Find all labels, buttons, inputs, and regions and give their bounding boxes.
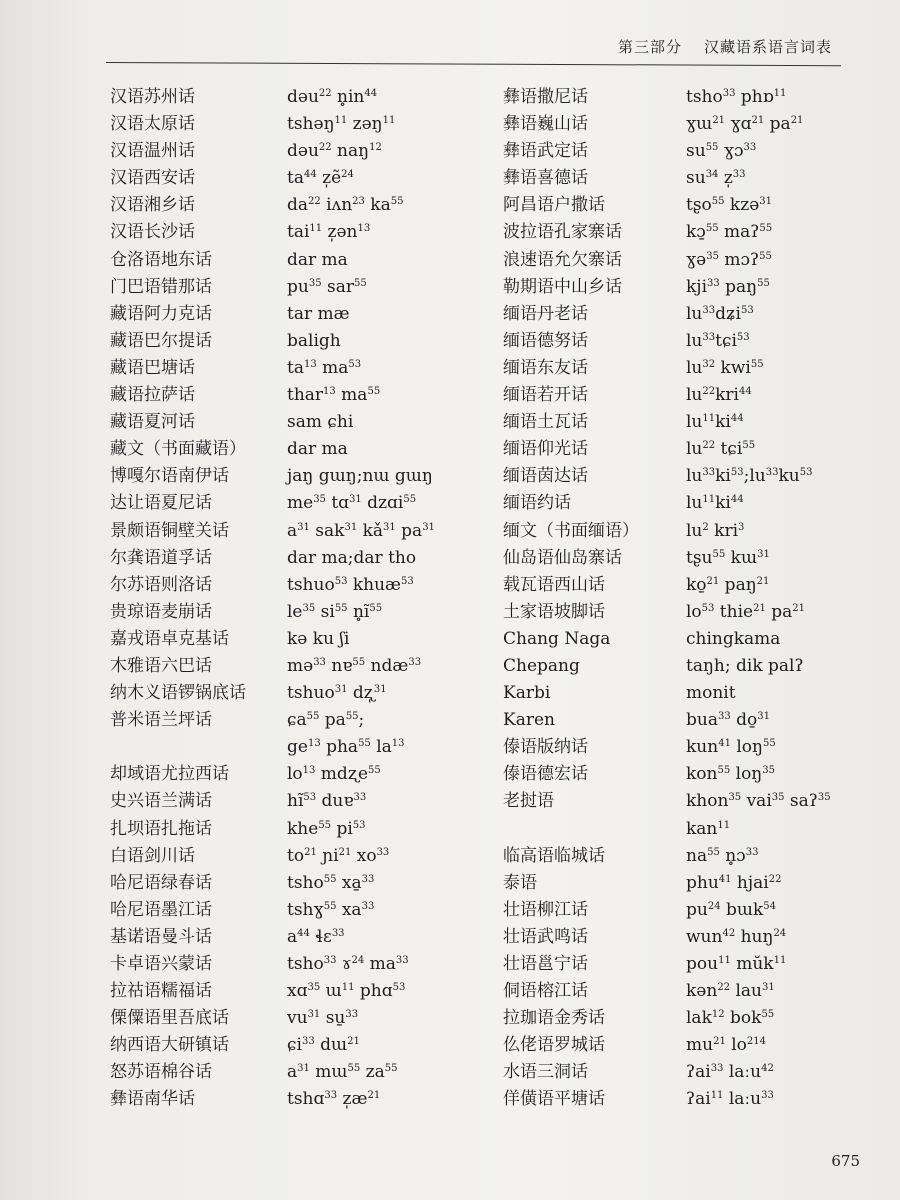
word-form: dəu$^{22}$ naŋ$^{12}$ xyxy=(287,141,382,162)
language-name: 纳木义语锣锅底话 xyxy=(110,683,246,704)
running-header xyxy=(618,36,832,57)
word-form: $mu^{21}$ $lo^{214}$ xyxy=(686,1035,766,1056)
word-form: tshuo$^{31}$ dʐ̩$^{31}$ xyxy=(287,683,387,704)
word-form: $lu^{22}kri^{44}$ xyxy=(686,385,752,406)
word-form: $ta^{13}$ $ma^{53}$ xyxy=(287,357,362,378)
language-name: 佯僙语平塘话 xyxy=(503,1089,605,1110)
language-name: 缅语东友话 xyxy=(503,357,588,378)
word-form: ɣə$^{35}$ mɔʔ$^{55}$ xyxy=(686,249,772,270)
language-name: 普米语兰坪话 xyxy=(110,710,212,731)
language-name xyxy=(110,734,285,761)
language-name: 博嘎尔语南伊话 xyxy=(110,466,229,487)
word-form: $ta^{44}$ z̩ẽ$^{24}$ xyxy=(287,168,354,189)
language-name: Chang Naga xyxy=(503,628,611,649)
word-form: $a^{31}$ mɯ$^{55}$ $za^{55}$ xyxy=(287,1062,398,1083)
left-form-column xyxy=(287,84,502,1114)
right-language-column xyxy=(503,84,678,1114)
language-name: 傣语德宏话 xyxy=(503,764,588,785)
language-name: 汉语温州话 xyxy=(110,141,195,162)
page-number: 675 xyxy=(831,1152,860,1170)
word-form: $lu^{22}$ tɕi$^{55}$ xyxy=(686,439,756,460)
word-form: $me^{35}$ tɑ$^{31}$ dzɑi$^{55}$ xyxy=(287,493,417,514)
language-name: 拉珈语金秀话 xyxy=(503,1008,605,1029)
language-name: 门巴语错那话 xyxy=(110,276,212,297)
word-form: phu$^{41}$ hjai$^{22}$ xyxy=(686,872,782,893)
word-form: tsho$^{33}$ phɒ$^{11}$ xyxy=(686,87,787,107)
word-form: monit xyxy=(686,683,736,704)
language-name: 藏语夏河话 xyxy=(110,412,195,433)
language-name: 彝语巍山话 xyxy=(503,114,588,135)
language-name: 傣语版纳话 xyxy=(503,737,588,758)
language-name: 阿昌语户撒话 xyxy=(503,195,605,216)
word-form: $na^{55}$ n̥ɔ$^{33}$ xyxy=(686,845,759,866)
word-form: lak$^{12}$ bok$^{55}$ xyxy=(686,1008,775,1029)
word-form: $vu^{31}$ su̱$^{33}$ xyxy=(287,1008,359,1029)
language-name: 藏文（书面藏语） xyxy=(110,439,246,460)
language-name: 汉语长沙话 xyxy=(110,222,195,243)
word-form: $da^{22}$ iʌn$^{23}$ $ka^{55}$ xyxy=(287,195,404,216)
language-name: 缅语约话 xyxy=(503,493,571,514)
word-form: tsho$^{33}$ ɤ$^{24}$ $ma^{33}$ xyxy=(287,954,409,974)
language-name: 景颇语铜壁关话 xyxy=(110,520,229,541)
word-form: tai$^{11}$ z̩ən$^{13}$ xyxy=(287,222,371,243)
language-name: 藏语巴塘话 xyxy=(110,357,195,378)
word-form: tar mæ xyxy=(287,303,350,324)
language-name: 彝语武定话 xyxy=(503,141,588,162)
language-name: 扎坝语扎拖话 xyxy=(110,818,212,839)
header-part: 第三部分 xyxy=(617,38,682,56)
language-name: 仙岛语仙岛寨话 xyxy=(503,547,622,568)
word-form: kɔ̱$^{55}$ maʔ$^{55}$ xyxy=(686,222,773,243)
word-form: taŋh; dik palʔ xyxy=(686,655,804,676)
language-name: Karbi xyxy=(503,683,551,704)
language-name: 仫佬语罗城话 xyxy=(503,1035,605,1056)
language-name: 史兴语兰满话 xyxy=(110,791,212,812)
language-name: 水语三洞话 xyxy=(503,1062,588,1083)
word-form: $su^{34}$ z̩$^{33}$ xyxy=(686,168,746,189)
language-name: 波拉语孔家寨话 xyxy=(503,222,622,243)
word-form: $su^{55}$ ɣɔ$^{33}$ xyxy=(686,141,757,162)
word-form: tshɑ$^{33}$ $z̩æ^{21}$ xyxy=(287,1089,381,1110)
word-form: dar ma;dar tho xyxy=(287,547,417,568)
language-name: 汉语苏州话 xyxy=(110,87,195,107)
word-form: sam ɕhi xyxy=(287,412,354,433)
word-form: $lu^{33}dʑi^{53}$ xyxy=(686,303,754,324)
word-form: $hĩ^{53}$ duɐ$^{33}$ xyxy=(287,791,367,812)
language-name: 藏语拉萨话 xyxy=(110,385,195,406)
word-form: kən$^{22}$ lau$^{31}$ xyxy=(686,981,775,1002)
language-name: 临高语临城话 xyxy=(503,845,605,866)
word-form: $pu^{35}$ sar$^{55}$ xyxy=(287,276,367,297)
word-form: $le^{35}$ $si^{55}$ $n̥ĩ^{55}$ xyxy=(287,601,383,622)
word-form: $lo^{13}$ mdʐe$^{55}$ xyxy=(287,764,381,785)
word-form: kon$^{55}$ loŋ$^{35}$ xyxy=(686,764,775,785)
word-form: tsho$^{55}$ xa̱$^{33}$ xyxy=(287,872,375,893)
language-name: 汉语太原话 xyxy=(110,114,195,135)
language-name: 缅语德努话 xyxy=(503,330,588,351)
language-name: 老挝语 xyxy=(503,791,554,812)
language-name: 拉祜语糯福话 xyxy=(110,981,212,1002)
word-form: $lu^{33}ki^{53};lu^{33}ku^{53}$ xyxy=(686,466,813,487)
language-name: 贵琼语麦崩话 xyxy=(110,601,212,622)
word-form: mə$^{33}$ nɐ$^{55}$ ndæ$^{33}$ xyxy=(287,655,422,676)
word-form: bua$^{33}$ do̱$^{31}$ xyxy=(686,710,770,731)
language-name: 卡卓语兴蒙话 xyxy=(110,954,212,974)
word-form: baligh xyxy=(287,330,341,351)
language-name: 汉语湘乡话 xyxy=(110,195,195,216)
language-name: 尔苏语则洛话 xyxy=(110,574,212,595)
word-form: tʂu$^{55}$ kɯ$^{31}$ xyxy=(686,547,770,568)
language-name: 藏语阿力克话 xyxy=(110,303,212,324)
word-form: dəu$^{22}$ $n̥in^{44}$ xyxy=(287,87,378,107)
language-name: 汉语西安话 xyxy=(110,168,195,189)
language-name: 载瓦语西山话 xyxy=(503,574,605,595)
language-name: 缅语仰光话 xyxy=(503,439,588,460)
word-form: $lu^{33}tɕi^{53}$ xyxy=(686,330,750,351)
word-form: kun$^{41}$ loŋ$^{55}$ xyxy=(686,737,776,758)
language-name: 尔龚语道孚话 xyxy=(110,547,212,568)
language-name: 泰语 xyxy=(503,872,537,893)
word-form: $lu^{32}$ kwi$^{55}$ xyxy=(686,357,764,378)
word-form: $a^{31}$ sak$^{31}$ $kǎ^{31}$ $pa^{31}$ xyxy=(287,520,435,541)
language-name: 勒期语中山乡话 xyxy=(503,276,622,297)
language-name: 哈尼语墨江话 xyxy=(110,899,212,920)
language-name: 达让语夏尼话 xyxy=(110,493,212,514)
word-form: chingkama xyxy=(686,628,781,649)
word-form: kji$^{33}$ paŋ$^{55}$ xyxy=(686,276,770,297)
word-form: xɑ$^{35}$ ɯ$^{11}$ phɑ$^{53}$ xyxy=(287,981,406,1002)
language-name: 却域语尤拉西话 xyxy=(110,764,229,785)
language-name: 傈僳语里吾底话 xyxy=(110,1008,229,1029)
language-name: 嘉戎语卓克基话 xyxy=(110,628,229,649)
word-form: kan$^{11}$ xyxy=(686,818,731,839)
word-form: ʔai$^{11}$ laːu$^{33}$ xyxy=(686,1089,774,1110)
language-name: 壮语邕宁话 xyxy=(503,954,588,974)
header-title: 汉藏语系语言词表 xyxy=(703,38,832,56)
language-name: 彝语喜德话 xyxy=(503,168,588,189)
word-form: ɕi$^{33}$ dɯ$^{21}$ xyxy=(287,1035,360,1056)
word-form: ɣɯ$^{21}$ ɣɑ$^{21}$ $pa^{21}$ xyxy=(686,114,804,135)
word-form: dar ma xyxy=(287,249,348,270)
language-name: 缅语若开话 xyxy=(503,385,588,406)
language-name: 土家语坡脚话 xyxy=(503,601,605,622)
language-name: Karen xyxy=(503,710,555,731)
language-name: 缅语丹老话 xyxy=(503,303,588,324)
word-form: tʂo$^{55}$ kzə$^{31}$ xyxy=(686,195,772,216)
language-name: 藏语巴尔提话 xyxy=(110,330,212,351)
word-form: $lu^2$ kri$^3$ xyxy=(686,520,745,541)
word-form: ʔai$^{33}$ laːu$^{42}$ xyxy=(686,1062,774,1083)
left-language-column xyxy=(110,84,285,1114)
word-form: ɕa$^{55}$ $pa^{55}$; xyxy=(287,710,365,731)
word-form: $to^{21}$ ɲi$^{21}$ $xo^{33}$ xyxy=(287,845,390,866)
word-form: kə ku ʃi xyxy=(287,628,350,649)
language-name: 彝语撒尼话 xyxy=(503,87,588,107)
language-name xyxy=(503,816,678,843)
word-form: tshɣ$^{55}$ $xa^{33}$ xyxy=(287,899,375,920)
word-form: khe$^{55}$ $pi^{53}$ xyxy=(287,818,366,839)
word-form: $lu^{11}ki^{44}$ xyxy=(686,412,744,433)
language-name: 哈尼语绿春话 xyxy=(110,872,212,893)
word-form: $pu^{24}$ bɯk$^{54}$ xyxy=(686,899,777,920)
language-name: 缅文（书面缅语） xyxy=(503,520,639,541)
word-form: $a^{44}$ ɬɛ$^{33}$ xyxy=(287,926,345,947)
word-form: ko̱$^{21}$ paŋ$^{21}$ xyxy=(686,574,770,595)
language-name: 浪速语允欠寨话 xyxy=(503,249,622,270)
word-form: pou$^{11}$ mŭk$^{11}$ xyxy=(686,954,787,974)
word-form: wun$^{42}$ huŋ$^{24}$ xyxy=(686,926,787,947)
language-name: 壮语柳江话 xyxy=(503,899,588,920)
word-form: tshəŋ$^{11}$ zəŋ$^{11}$ xyxy=(287,114,396,135)
language-name: 侗语榕江话 xyxy=(503,981,588,1002)
word-form: khon$^{35}$ vai$^{35}$ saʔ$^{35}$ xyxy=(686,791,831,812)
language-name: 彝语南华话 xyxy=(110,1089,195,1110)
language-name: 缅语土瓦话 xyxy=(503,412,588,433)
language-name: 白语剑川话 xyxy=(110,845,195,866)
word-form: thar$^{13}$ $ma^{55}$ xyxy=(287,385,381,406)
word-form: dar ma xyxy=(287,439,348,460)
language-name: 壮语武鸣话 xyxy=(503,926,588,947)
word-form: $lo^{53}$ thie$^{21}$ $pa^{21}$ xyxy=(686,601,805,622)
language-name: 缅语茵达话 xyxy=(503,466,588,487)
language-name: 木雅语六巴话 xyxy=(110,655,212,676)
language-name: Chepang xyxy=(503,655,580,676)
language-name: 怒苏语棉谷话 xyxy=(110,1062,212,1083)
right-form-column xyxy=(686,84,886,1114)
word-form: $lu^{11}ki^{44}$ xyxy=(686,493,744,514)
language-name: 基诺语曼斗话 xyxy=(110,926,212,947)
word-form: tshuo$^{53}$ khuæ$^{53}$ xyxy=(287,574,414,595)
word-form: jaŋ gɯŋ;nɯ gɯŋ xyxy=(287,466,433,487)
language-name: 纳西语大研镇话 xyxy=(110,1035,229,1056)
word-form: $ge^{13}$ pha$^{55}$ $la^{13}$ xyxy=(287,737,405,758)
header-rule xyxy=(106,62,841,66)
language-name: 仓洛语地东话 xyxy=(110,249,212,270)
